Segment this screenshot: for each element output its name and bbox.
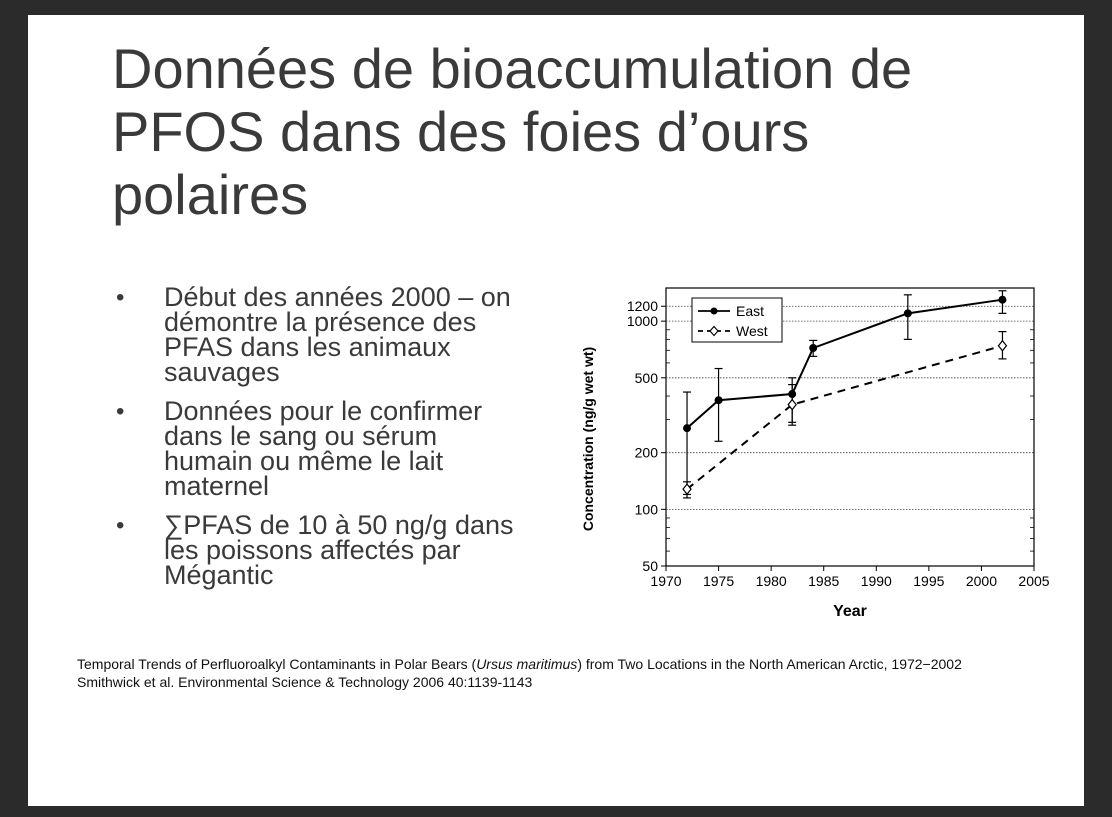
- data-point-east: [715, 396, 723, 404]
- y-tick-label: 1000: [626, 313, 658, 330]
- x-tick-label: 1980: [755, 573, 787, 589]
- x-tick-label: 1990: [860, 573, 892, 589]
- reference-citation: Smithwick et al. Environmental Science & Technology 2006 40:1139-1143: [77, 674, 533, 690]
- reference-title-end: ) from Two Locations in the North American Arctic, 1972−2002: [577, 656, 962, 672]
- bullet-item: [114, 396, 524, 501]
- y-tick-label: 100: [634, 501, 658, 518]
- legend-label-west: West: [736, 323, 768, 339]
- x-tick-label: 2005: [1018, 573, 1050, 589]
- concentration-chart: [549, 270, 1069, 630]
- y-tick-label: 200: [634, 444, 658, 461]
- data-point-east: [809, 344, 817, 352]
- reference-caption: [77, 655, 1037, 691]
- y-axis-label: Concentration (ng/g wet wt): [580, 346, 596, 532]
- reference-title: [77, 655, 1037, 673]
- bullet-dot-icon: •: [116, 284, 125, 311]
- y-tick-label: 50: [642, 558, 658, 574]
- x-axis-label: Year: [833, 603, 867, 620]
- data-point-east: [998, 296, 1006, 304]
- y-tick-label: 1200: [626, 298, 658, 315]
- bullet-text: Données pour le confirmer dans le sang ou sérum humain ou même le lait maternel: [164, 396, 483, 501]
- slide-title: Données de bioaccumulation de PFOS dans des foies d’ours polaires: [112, 37, 913, 226]
- legend-marker-east: [711, 308, 718, 315]
- reference-title-start: Temporal Trends of Perfluoroalkyl Contaminants in Polar Bears (: [77, 656, 477, 672]
- bullet-item: [114, 282, 524, 387]
- legend-label-east: East: [736, 303, 765, 319]
- bullet-list: [114, 282, 524, 602]
- x-tick-label: 1985: [808, 573, 840, 589]
- bullet-dot-icon: •: [116, 512, 125, 539]
- bullet-text: Début des années 2000 – on démontre la présence des PFAS dans les animaux sauvages: [164, 282, 511, 387]
- y-tick-label: 500: [634, 369, 658, 386]
- reference-species: Ursus maritimus: [476, 656, 578, 672]
- x-tick-label: 1995: [913, 573, 945, 589]
- x-tick-label: 1975: [702, 573, 735, 589]
- slide: [28, 15, 1084, 806]
- data-point-east: [683, 424, 691, 432]
- x-tick-label: 2000: [965, 573, 998, 589]
- bullet-dot-icon: •: [116, 398, 125, 425]
- series-line-west: [687, 346, 1002, 489]
- bullet-text: ∑PFAS de 10 à 50 ng/g dans les poissons affectés par Mégantic: [164, 510, 514, 590]
- bullet-item: [114, 510, 524, 590]
- data-point-west: [998, 341, 1006, 351]
- x-tick-label: 1970: [650, 573, 682, 589]
- data-point-east: [904, 309, 912, 317]
